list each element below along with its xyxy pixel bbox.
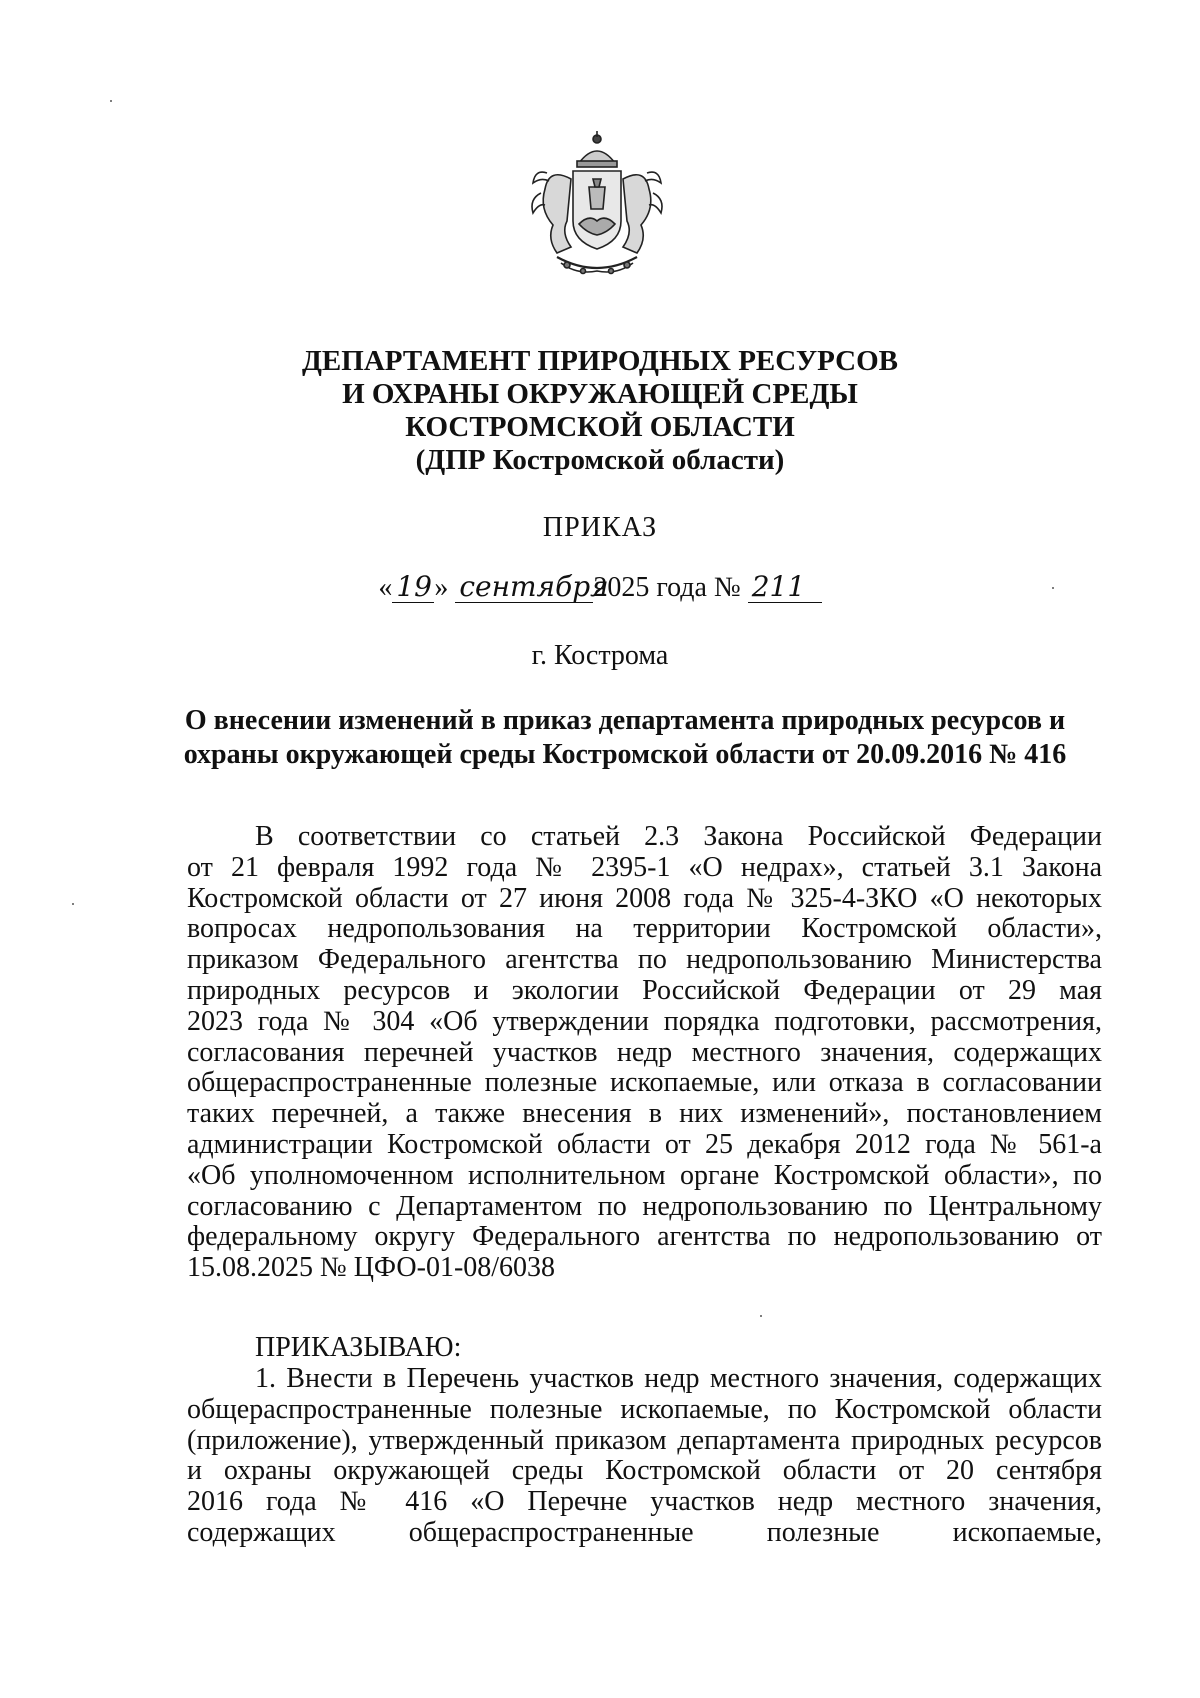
item1-line: 2016 года № 416 «О Перечне участков недр местного значения, — [187, 1487, 1102, 1518]
scan-speck — [760, 1315, 762, 1317]
scan-speck — [72, 903, 74, 905]
item1-line: и охраны окружающей среды Костромской области от 20 сентября — [187, 1456, 1102, 1487]
handwritten-month: сентября — [455, 572, 593, 603]
scan-speck — [110, 100, 112, 102]
department-name-line-2: И ОХРАНЫ ОКРУЖАЮЩЕЙ СРЕДЫ — [342, 378, 858, 410]
subject-line: охраны окружающей среды Костромской области от 20.09.2016 № 416 — [183, 739, 1067, 770]
item1-line: (приложение), утвержденный приказом департамента природных ресурсов — [187, 1425, 1102, 1456]
order-date-line — [0, 572, 1200, 604]
order-body — [187, 822, 1102, 1549]
item1-line: 1. Внести в Перечень участков недр местного значения, содержащих — [255, 1363, 1102, 1394]
preamble-line: администрации Костромской области от 25 декабря 2012 года № 561-а — [187, 1129, 1102, 1160]
subject-line: О внесении изменений в приказ департамента природных ресурсов и — [184, 705, 1066, 736]
order-subject — [150, 704, 1100, 772]
department-header — [0, 345, 1200, 477]
handwritten-order-number: 211 — [748, 572, 822, 603]
preamble-line: федеральному округу Федерального агентства по недропользованию от — [187, 1222, 1102, 1253]
item1-line: содержащих общераспространенные полезные ископаемые, — [187, 1517, 1102, 1548]
preamble-line: вопросах недропользования на территории Костромской области», — [187, 914, 1102, 945]
preamble-line: В соответствии со статьей 2.3 Закона Российской Федерации — [255, 822, 1102, 852]
preamble-line: приказом Федерального агентства по недропользованию Министерства — [187, 945, 1102, 976]
directive-label: ПРИКАЗЫВАЮ: — [255, 1331, 462, 1363]
handwritten-day: 19 — [392, 572, 434, 603]
directive-item-1 — [187, 1364, 1102, 1549]
date-open-quote: « — [378, 572, 393, 603]
order-title: ПРИКАЗ — [542, 512, 658, 543]
preamble-line: общераспространенные полезные ископаемые, или отказа в согласовании — [187, 1068, 1102, 1099]
scan-speck — [1052, 587, 1054, 589]
preamble-line: согласованию с Департаментом по недропользованию по Центральному — [187, 1191, 1102, 1222]
department-abbreviation: (ДПР Костромской области) — [415, 444, 785, 476]
date-close-quote: » — [434, 572, 449, 603]
preamble-line: 2023 года № 304 «Об утверждении порядка подготовки, рассмотрения, — [187, 1006, 1102, 1037]
preamble-line: от 21 февраля 1992 года № 2395-1 «О недрах», статьей 3.1 Закона — [187, 852, 1102, 883]
city-name: г. Кострома — [531, 640, 669, 671]
item1-line: общераспространенные полезные ископаемые, по Костромской области — [187, 1394, 1102, 1425]
preamble-line: «Об уполномоченном исполнительном органе Костромской области», по — [187, 1160, 1102, 1191]
preamble-line: таких перечней, а также внесения в них изменений», постановлением — [187, 1099, 1102, 1130]
preamble-line: согласования перечней участков недр местного значения, содержащих — [187, 1037, 1102, 1068]
department-name-line-1: ДЕПАРТАМЕНТ ПРИРОДНЫХ РЕСУРСОВ — [301, 345, 899, 377]
preamble-line: 15.08.2025 № ЦФО-01-08/6038 — [187, 1253, 556, 1284]
preamble-line: природных ресурсов и экологии Российской Федерации от 29 мая — [187, 975, 1102, 1006]
preamble-line: Костромской области от 27 июня 2008 года № 325-4-ЗКО «О некоторых — [187, 883, 1102, 914]
coat-of-arms-icon — [527, 129, 667, 279]
preamble-paragraph — [187, 822, 1102, 1284]
department-name-line-3: КОСТРОМСКОЙ ОБЛАСТИ — [405, 411, 795, 443]
date-year-text: 2025 года № — [593, 572, 741, 603]
